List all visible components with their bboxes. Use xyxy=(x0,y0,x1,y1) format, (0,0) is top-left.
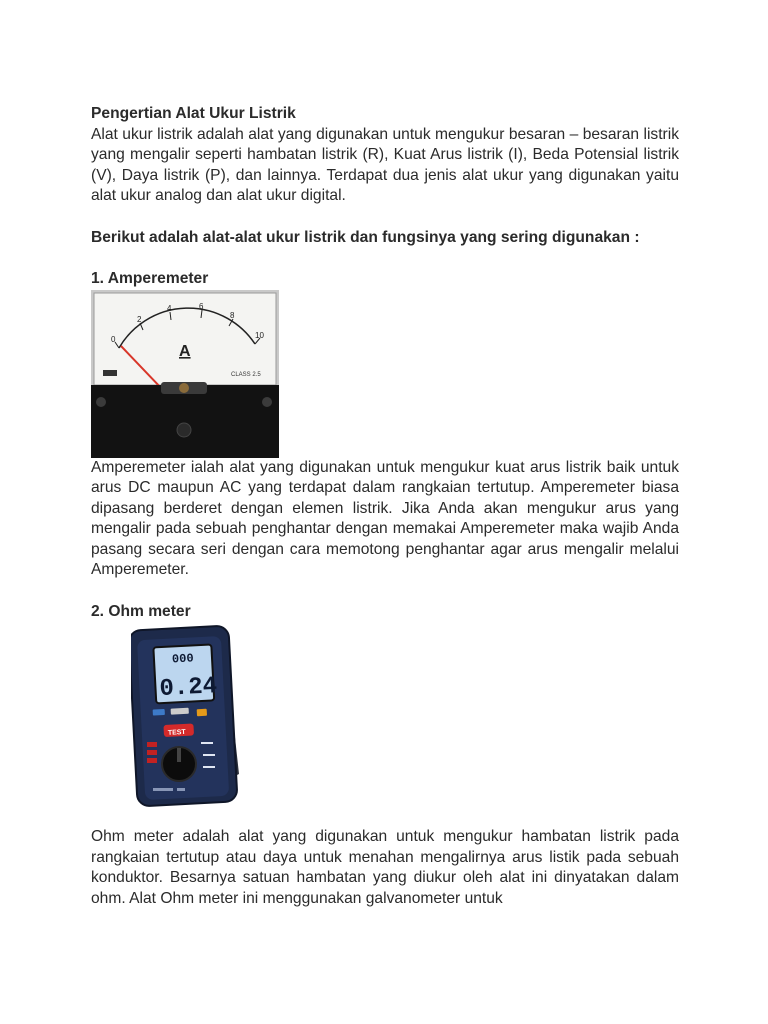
scale-label: 2 xyxy=(137,314,142,324)
scale-label: 4 xyxy=(167,303,172,313)
class-text: CLASS 2.5 xyxy=(231,371,261,378)
scale-label: 10 xyxy=(255,330,264,340)
ammeter-description: Amperemeter ialah alat yang digunakan untuk mengukur kuat arus listrik baik untuk arus DC maupun AC yang terdapat dalam rangkaian tertutup. Amperemeter biasa dipasang berderet dengan elemen listrik. Jika Anda akan mengukur arus yang mengalir pada sebuah penghantar dengan memakai Amperemeter maka wajib Anda pasang secara seri dengan cara memotong penghantar agar arus mengalir melalui Amperemeter. xyxy=(91,458,679,578)
unit-letter: A xyxy=(179,342,191,360)
section-heading-ohmmeter: 2. Ohm meter xyxy=(91,602,191,620)
display-top: 000 xyxy=(171,651,194,667)
scale-label: 6 xyxy=(199,301,204,311)
scale-label: 8 xyxy=(230,310,235,320)
document-title: Pengertian Alat Ukur Listrik xyxy=(91,105,296,122)
section-heading-ammeter: 1. Amperemeter xyxy=(91,270,209,287)
test-label: TEST xyxy=(167,728,186,737)
display-main: 0.24 xyxy=(158,673,218,704)
list-heading: Berikut adalah alat-alat ukur listrik dan fungsinya yang sering digunakan : xyxy=(91,228,640,246)
scale-label: 0 xyxy=(111,334,116,344)
ohmmeter-photo xyxy=(131,624,679,808)
document-page xyxy=(91,104,679,909)
intro-paragraph: Alat ukur listrik adalah alat yang digunakan untuk mengukur besaran – besaran listrik yang mengalir seperti hambatan listrik (R), Kuat Arus listrik (I), Beda Potensial listrik (V), Daya listrik (P), dan lainnya. Terdapat dua jenis alat ukur yang digunakan yaitu alat ukur analog dan alat ukur digital. xyxy=(91,125,679,204)
ohmmeter-description: Ohm meter adalah alat yang digunakan untuk mengukur hambatan listrik pada rangkaian tertutup atau daya untuk menahan mengalirnya arus listik pada sebuah konduktor. Besarnya satuan hambatan yang diukur oleh alat ini dinyatakan dalam ohm. Alat Ohm meter ini menggunakan galvanometer untuk xyxy=(91,828,679,907)
ammeter-photo xyxy=(91,290,679,458)
